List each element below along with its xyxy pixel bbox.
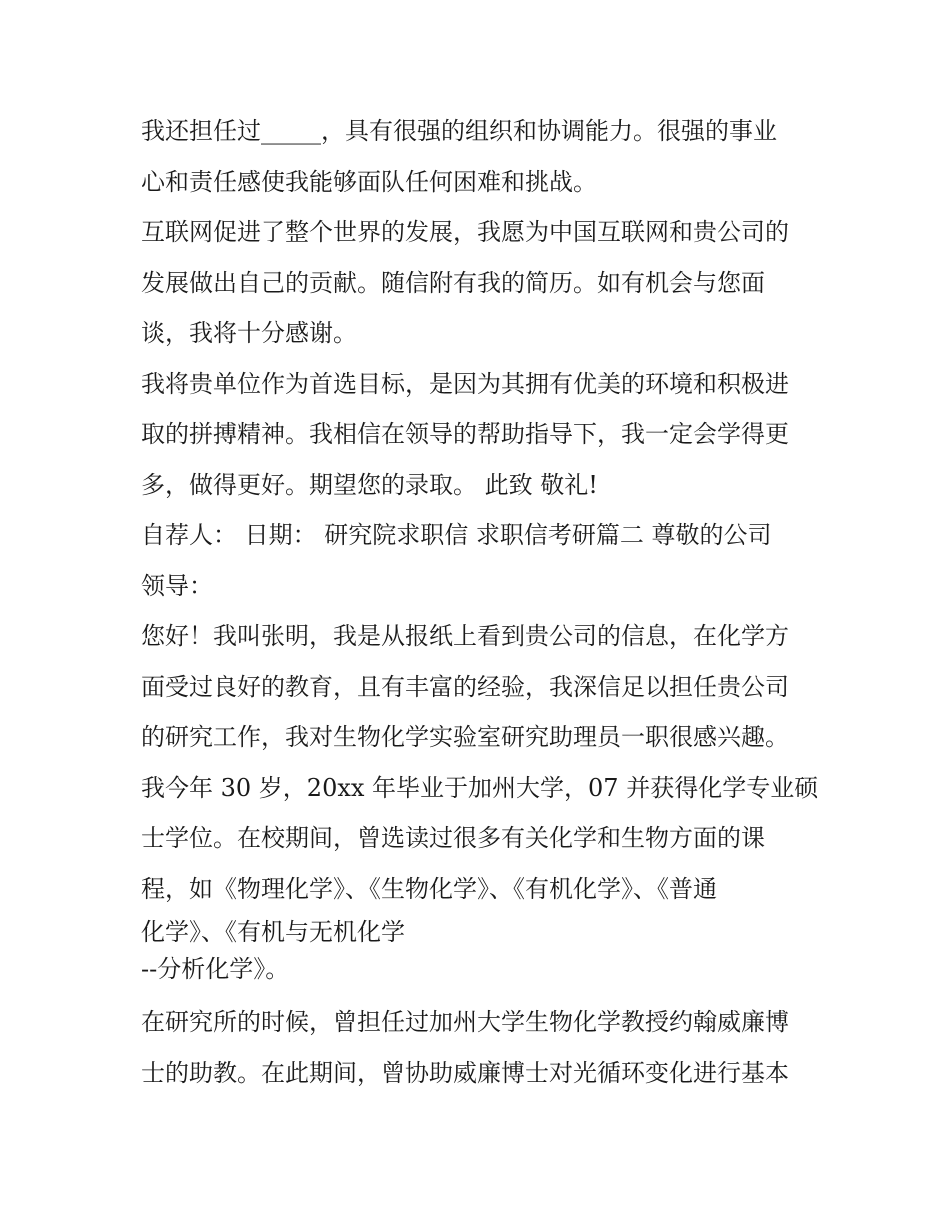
text-line: 程，如《物理化学》、《生物化学》、《有机化学》、《普通	[141, 874, 717, 903]
text-line: 多，做得更好。期望您的录取。 此致 敬礼!	[141, 470, 598, 499]
text-line: 士学位。在校期间，曾选读过很多有关化学和生物方面的课	[141, 824, 765, 852]
text-line: 面受过良好的教育，且有丰富的经验，我深信足以担任贵公司	[141, 672, 789, 701]
text-line: 您好！我叫张明，我是从报纸上看到贵公司的信息，在化学方	[141, 622, 789, 650]
text-line: 化学》、《有机与无机化学	[141, 918, 405, 946]
text-line: 谈，我将十分感谢。	[141, 319, 357, 347]
text-line: 我将贵单位作为首选目标，是因为其拥有优美的环境和积极进	[141, 369, 789, 398]
text-line: 取的拼搏精神。我相信在领导的帮助指导下，我一定会学得更	[141, 420, 789, 448]
text-line: 士的助教。在此期间，曾协助威廉博士对光循环变化进行基本	[141, 1058, 789, 1087]
text-line: 心和责任感使我能够面队任何困难和挑战。	[141, 167, 597, 196]
text-line: 发展做出自己的贡献。随信附有我的简历。如有机会与您面	[141, 268, 765, 297]
text-line: 自荐人： 日期： 研究院求职信 求职信考研篇二 尊敬的公司	[141, 521, 772, 549]
text-line: 我还担任过_____，具有很强的组织和协调能力。很强的事业	[141, 117, 777, 145]
text-line: --分析化学》。	[141, 955, 290, 983]
text-line: 互联网促进了整个世界的发展，我愿为中国互联网和贵公司的	[141, 218, 789, 246]
letter-body	[141, 106, 821, 1098]
text-line: 领导：	[141, 571, 213, 600]
text-line: 在研究所的时候，曾担任过加州大学生物化学教授约翰威廉博	[141, 1008, 789, 1036]
text-line: 的研究工作，我对生物化学实验室研究助理员一职很感兴趣。	[141, 723, 789, 751]
text-line: 我今年 30 岁，20xx 年毕业于加州大学，07 并获得化学专业硕	[141, 773, 819, 802]
